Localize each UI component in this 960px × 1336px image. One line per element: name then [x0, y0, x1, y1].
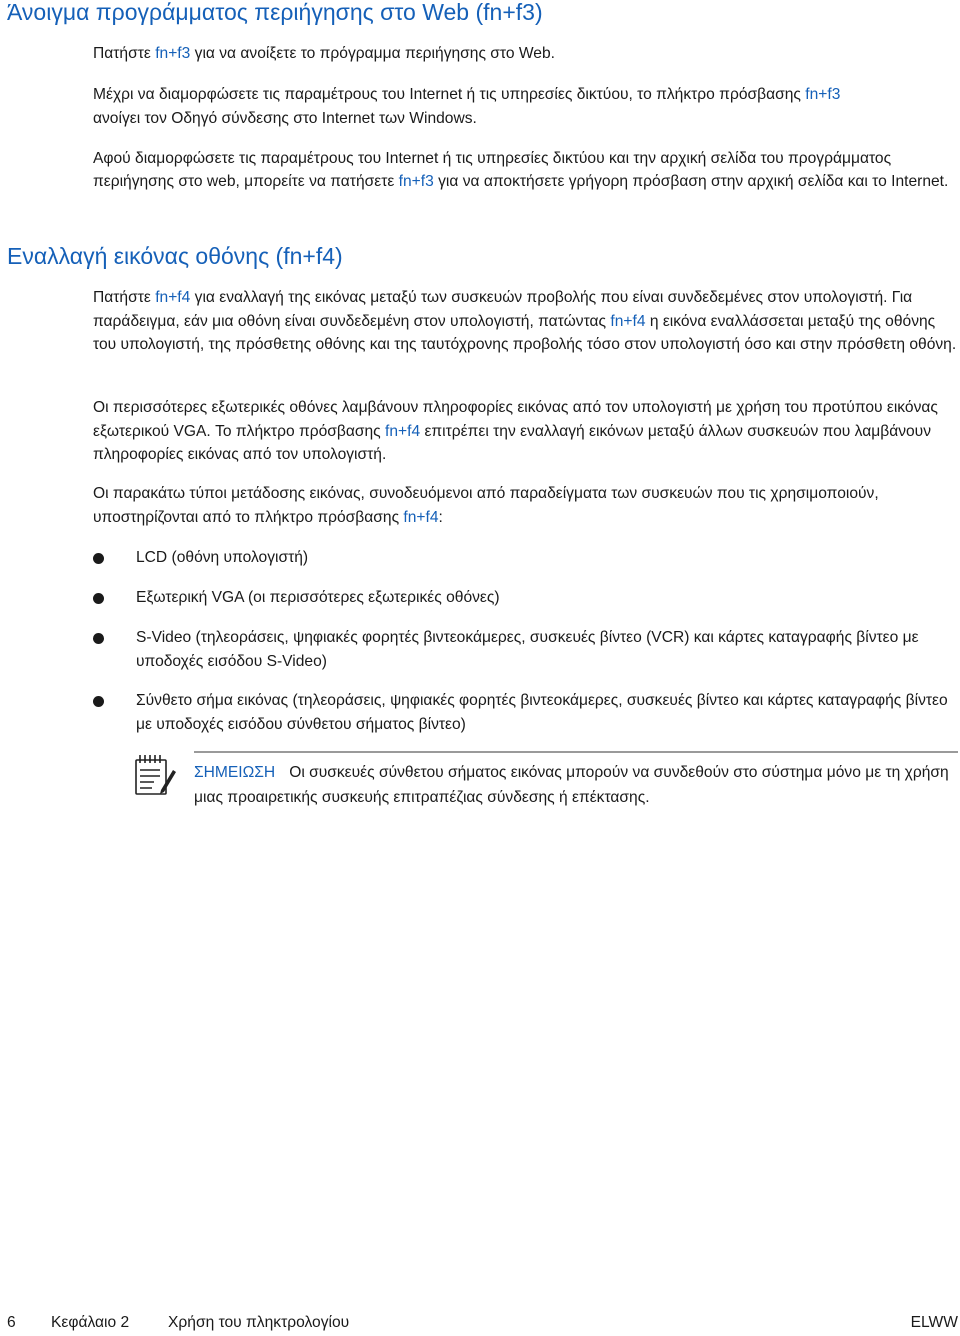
paragraph: Μέχρι να διαμορφώσετε τις παραμέτρους του Internet ή τις υπηρεσίες δικτύου, το πλήκτρο πρόσβασης fn+f3 ανοίγει τον Οδηγό σύνδεσης στο Internet των Windows. [93, 86, 841, 127]
hotkey: fn+f3 [155, 45, 191, 62]
paragraph: Οι παρακάτω τύποι μετάδοσης εικόνας, συνοδευόμενοι από παραδείγματα των συσκευών που τις χρησιμοποιούν, υποστηρίζονται από το πλήκτρο πρόσβασης fn+f4: [93, 485, 879, 526]
paragraph: Πατήστε fn+f4 για εναλλαγή της εικόνας μεταξύ των συσκευών προβολής που είναι συνδεδεμένες στον υπολογιστή. Για παράδειγμα, εάν μια οθόνη είναι συνδεδεμένη στον υπολογιστή, πατώντας fn+f4 η εικόνα εναλλάσσεται μεταξύ της οθόνης του υπολογιστή, της πρόσθετης οθόνης και της ταυτόχρονης προβολής τόσο στον υπολογιστή όσο και στην πρόσθετη οθόνη. [93, 289, 957, 353]
note-top-rule [194, 751, 958, 753]
note-label: ΣΗΜΕΙΩΣΗ [194, 764, 276, 781]
list-item: Εξωτερική VGA (οι περισσότερες εξωτερικές οθόνες) [136, 589, 500, 606]
hotkey: fn+f4 [403, 508, 439, 526]
bullet-icon [93, 633, 104, 644]
doc-code: ELWW [910, 1314, 958, 1331]
list-item: LCD (οθόνη υπολογιστή) [136, 549, 309, 566]
note-text: ΣΗΜΕΙΩΣΗ Οι συσκευές σύνθετου σήματος εικόνας μπορούν να συνδεθούν στο σύστημα μόνο με τη χρήση μιας προαιρετικής συσκευής επιτραπέζιας σύνδεσης ή επέκτασης. [194, 764, 949, 806]
bullet-icon [93, 593, 104, 604]
hotkey: fn+f4 [385, 422, 421, 440]
hotkey: fn+f4 [610, 312, 646, 330]
chapter-title: Χρήση του πληκτρολογίου [168, 1314, 350, 1331]
chapter-label: Κεφάλαιο 2 [51, 1314, 130, 1331]
section-heading-web-browser: Άνοιγμα προγράμματος περιήγησης στο Web (fn+f3) [7, 0, 543, 25]
section-heading-display-switch: Εναλλαγή εικόνας οθόνης (fn+f4) [7, 243, 343, 269]
paragraph: Οι περισσότερες εξωτερικές οθόνες λαμβάνουν πληροφορίες εικόνας από τον υπολογιστή με χρήση του προτύπου εικόνας εξωτερικού VGA. Το πλήκτρο πρόσβασης fn+f4 επιτρέπει την εναλλαγή εικόνων μεταξύ άλλων συσκευών που λαμβάνουν πληροφορίες εικόνας από τον υπολογιστή. [93, 399, 938, 463]
paragraph: Πατήστε fn+f3 για να ανοίξετε το πρόγραμμα περιήγησης στο Web. [93, 45, 555, 62]
bullet-icon [93, 696, 104, 707]
bullet-icon [93, 553, 104, 564]
hotkey: fn+f3 [805, 86, 841, 103]
hotkey: fn+f3 [398, 173, 434, 190]
list-item: S-Video (τηλεοράσεις, ψηφιακές φορητές βιντεοκάμερες, συσκευές βίντεο (VCR) και κάρτες καταγραφής βίντεο με υποδοχές εισόδου S-Video) [136, 629, 919, 670]
note-pad-icon [133, 752, 177, 798]
paragraph: Αφού διαμορφώσετε τις παραμέτρους του Internet ή τις υπηρεσίες δικτύου και την αρχική σελίδα του προγράμματος περιήγησης στο web, μπορείτε να πατήσετε fn+f3 για να αποκτήσετε γρήγορη πρόσβαση στην αρχική σελίδα και το Internet. [93, 150, 949, 190]
hotkey: fn+f4 [155, 289, 191, 306]
page-number: 6 [7, 1314, 16, 1331]
list-item: Σύνθετο σήμα εικόνας (τηλεοράσεις, ψηφιακές φορητές βιντεοκάμερες, συσκευές βίντεο και κάρτες καταγραφής βίντεο με υποδοχές εισόδου σύνθετου σήματος βίντεο) [136, 692, 948, 733]
